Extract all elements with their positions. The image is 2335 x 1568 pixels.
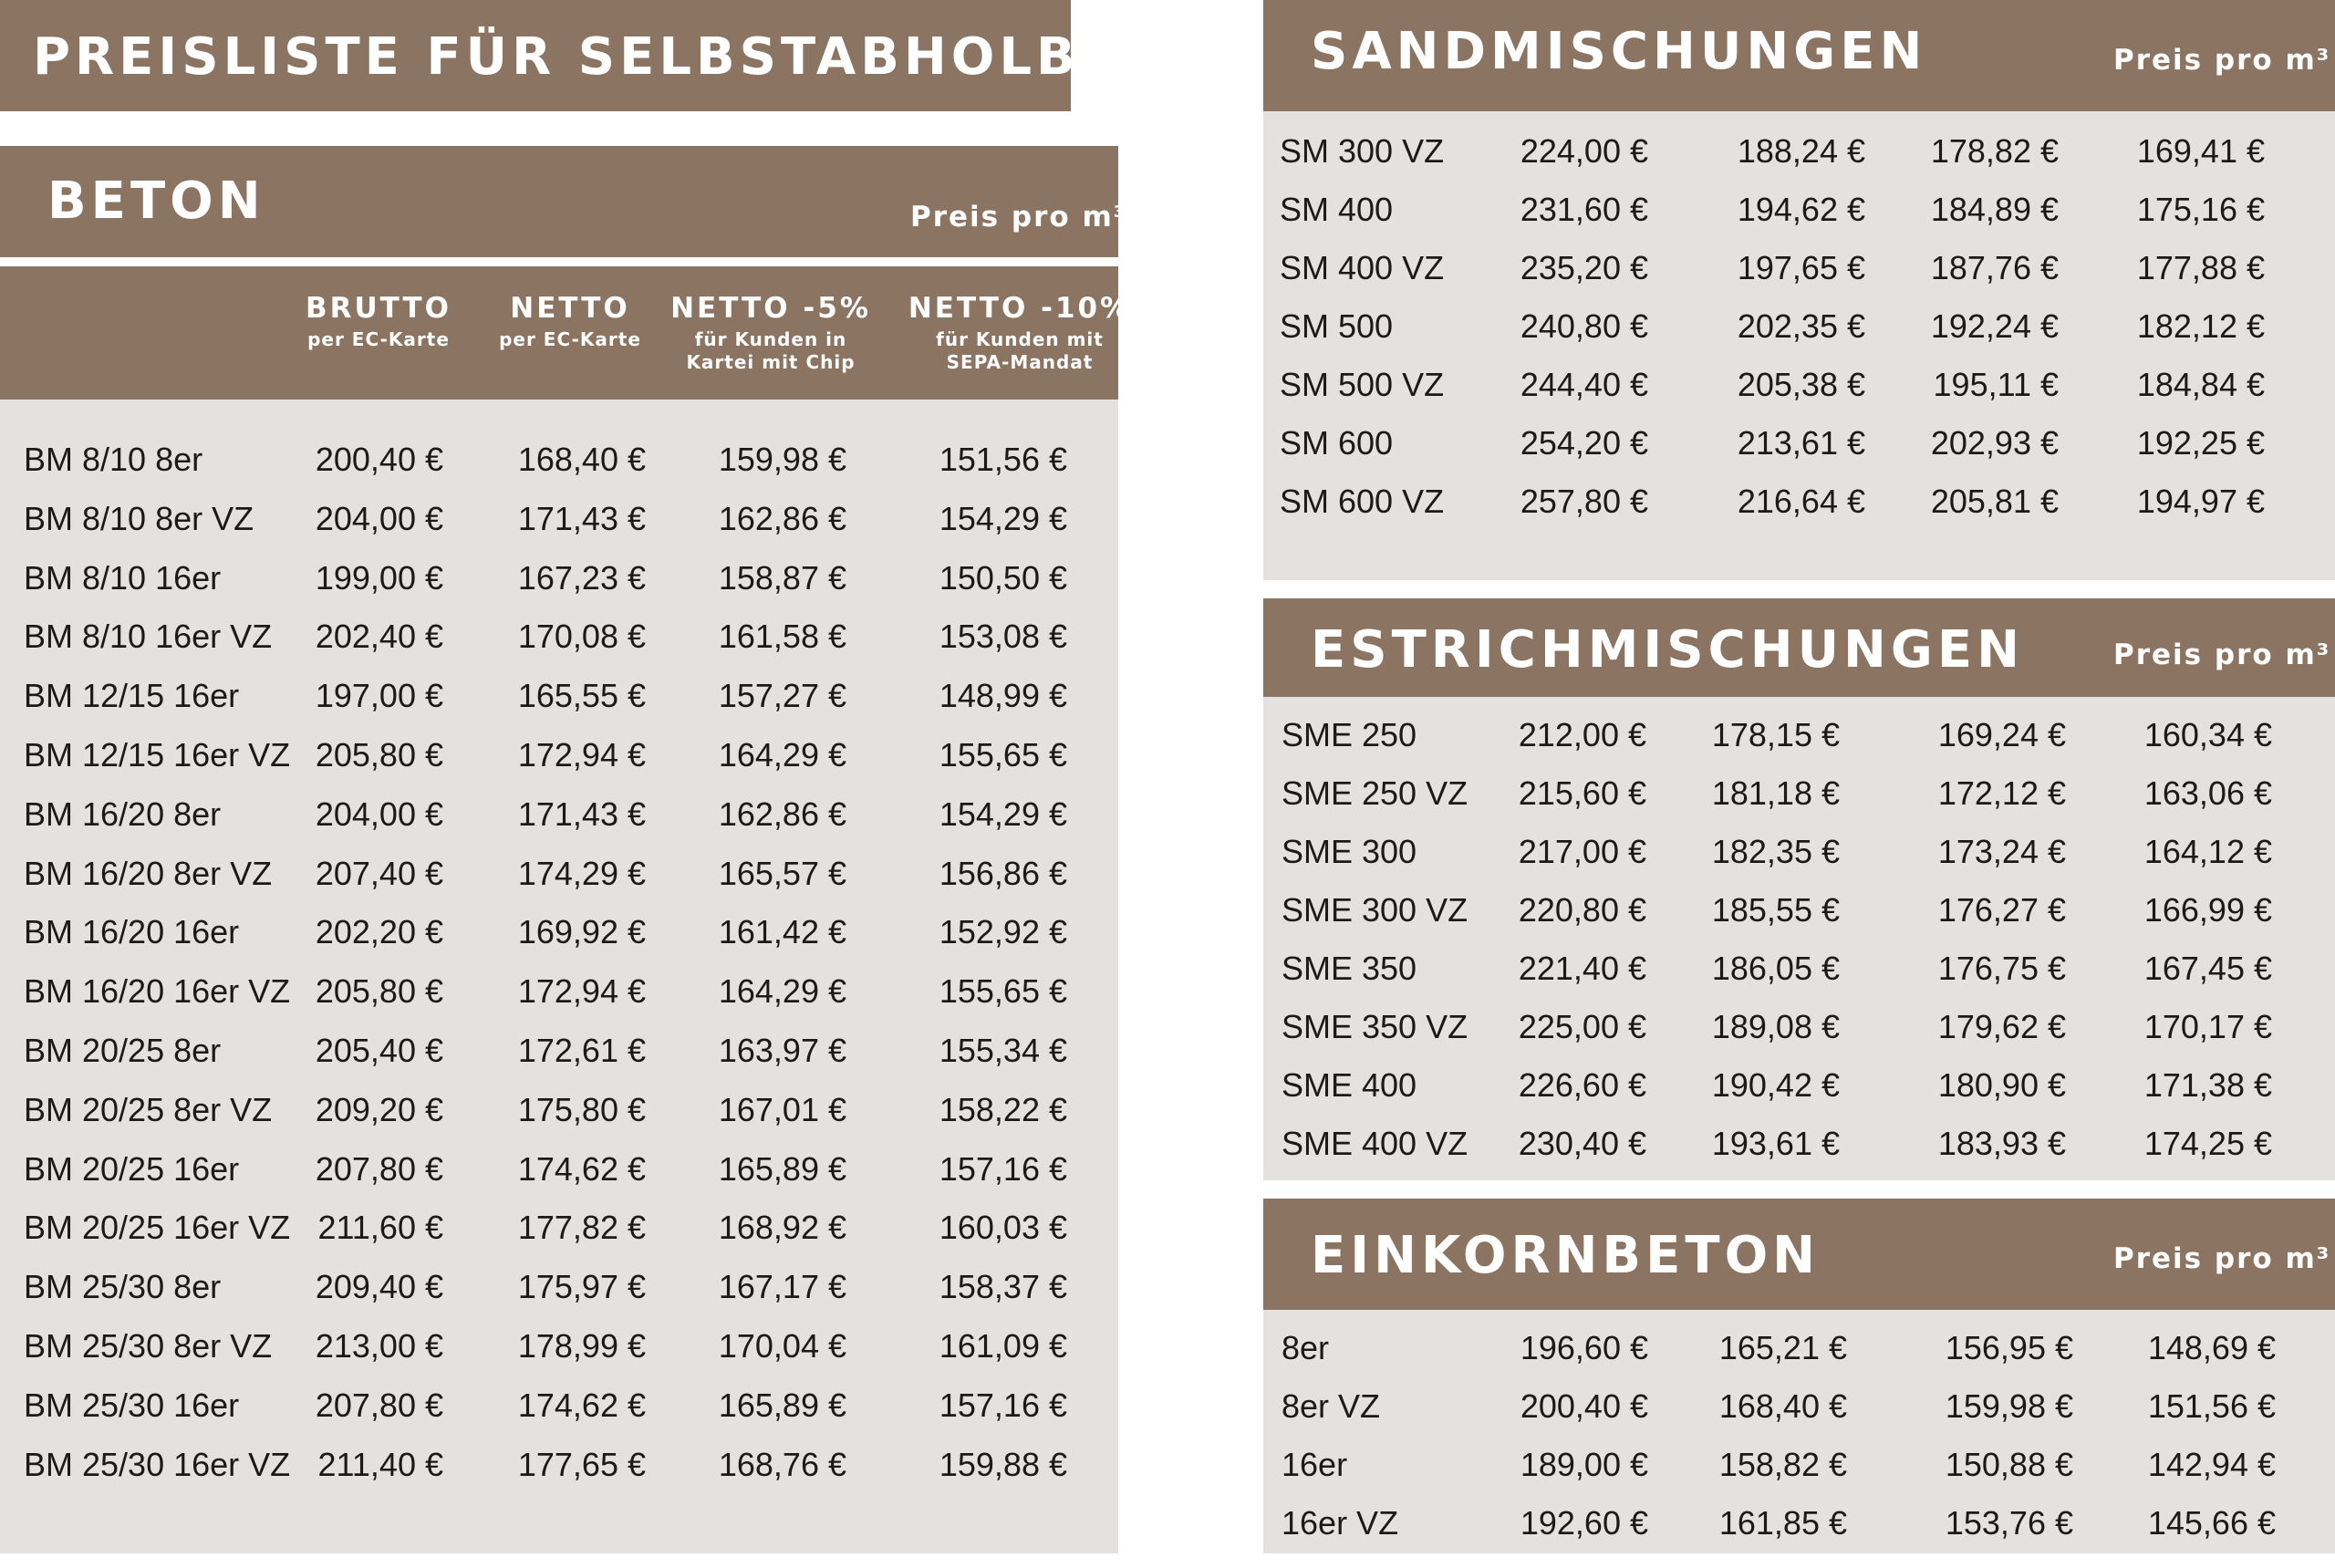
price-cell: 205,80 € [315, 972, 443, 1011]
price-cell: 148,69 € [2147, 1329, 2276, 1366]
table-row [1263, 1436, 2335, 1494]
price-cell: 156,86 € [939, 854, 1067, 892]
table-row [1263, 764, 2335, 823]
price-cell: 189,08 € [1711, 1008, 1840, 1045]
price-cell: 193,61 € [1711, 1125, 1840, 1162]
price-cell: 148,99 € [939, 677, 1067, 715]
price-cell: 176,75 € [1937, 950, 2066, 987]
header-netto-10-sub1: für Kunden mit [936, 328, 1104, 350]
price-cell: 171,43 € [517, 499, 646, 537]
header-netto-10-title: NETTO -10% [908, 292, 1132, 325]
price-cell: 211,40 € [317, 1445, 443, 1483]
price-cell: 170,08 € [517, 618, 646, 656]
table-row [1263, 823, 2335, 881]
product-name: 8er VZ [1282, 1387, 1381, 1425]
table-row [1263, 1056, 2335, 1115]
price-cell: 172,94 € [517, 972, 646, 1011]
table-row [0, 845, 1118, 903]
product-name: SM 400 VZ [1280, 249, 1445, 286]
price-cell: 165,57 € [718, 854, 846, 892]
price-cell: 178,99 € [517, 1327, 646, 1365]
price-cell: 171,43 € [517, 794, 646, 833]
product-name: SM 500 [1280, 307, 1394, 345]
price-cell: 154,29 € [939, 794, 1067, 833]
price-cell: 174,62 € [517, 1149, 646, 1188]
price-cell: 205,80 € [315, 736, 443, 774]
price-cell: 205,40 € [315, 1032, 443, 1069]
header-netto-5-sub1: für Kunden in [694, 328, 847, 350]
price-cell: 156,95 € [1945, 1329, 2073, 1366]
beton-header-band [0, 266, 1132, 400]
einkorn-preis-label: Preis pro m³ [2113, 1242, 2331, 1275]
price-cell: 183,93 € [1937, 1125, 2066, 1162]
price-cell: 164,29 € [718, 972, 846, 1011]
price-cell: 200,40 € [315, 441, 443, 478]
price-cell: 178,82 € [1930, 132, 2059, 170]
price-cell: 165,89 € [718, 1149, 846, 1188]
header-netto-5-title: NETTO -5% [670, 292, 871, 325]
product-name: BM 16/20 16er VZ [24, 972, 291, 1011]
price-cell: 160,03 € [939, 1209, 1067, 1247]
price-cell: 186,05 € [1711, 950, 1840, 987]
estrich-preis-label: Preis pro m³ [2113, 639, 2331, 671]
header-brutto [274, 288, 483, 351]
price-cell: 155,34 € [939, 1032, 1067, 1069]
price-cell: 230,40 € [1518, 1125, 1646, 1162]
table-row [1263, 122, 2335, 181]
price-cell: 209,40 € [315, 1268, 443, 1306]
price-cell: 165,89 € [718, 1386, 846, 1424]
table-row [1263, 1494, 2335, 1552]
header-netto [465, 288, 675, 351]
price-cell: 172,94 € [517, 736, 646, 774]
price-cell: 163,97 € [718, 1032, 846, 1069]
product-name: 16er [1282, 1446, 1348, 1483]
price-cell: 205,81 € [1930, 483, 2059, 520]
product-name: SM 400 [1280, 191, 1394, 228]
price-cell: 165,21 € [1718, 1329, 1847, 1366]
estrich-title: ESTRICHMISCHUNGEN [1311, 620, 2024, 680]
price-cell: 211,60 € [317, 1209, 443, 1247]
price-cell: 221,40 € [1518, 950, 1646, 987]
table-row [0, 1317, 1118, 1376]
price-cell: 177,82 € [517, 1209, 646, 1247]
price-cell: 171,38 € [2143, 1066, 2272, 1104]
einkorn-title-band [1263, 1199, 2335, 1310]
price-cell: 197,00 € [315, 677, 443, 715]
beton-preis-label: Preis pro m³ [910, 201, 1128, 234]
price-cell: 202,35 € [1737, 307, 1865, 345]
price-cell: 209,20 € [315, 1090, 443, 1128]
price-cell: 172,61 € [517, 1032, 646, 1069]
price-cell: 231,60 € [1520, 191, 1648, 228]
table-row [1263, 881, 2335, 940]
price-cell: 202,93 € [1930, 424, 2059, 462]
table-row [1263, 356, 2335, 414]
price-cell: 181,18 € [1711, 774, 1840, 812]
price-cell: 169,41 € [2136, 132, 2265, 170]
product-name: BM 16/20 8er VZ [24, 854, 273, 892]
price-cell: 159,98 € [1945, 1387, 2073, 1425]
product-name: SME 350 [1282, 950, 1417, 987]
table-row [1263, 706, 2335, 764]
price-cell: 170,17 € [2143, 1008, 2272, 1045]
table-row [1263, 472, 2335, 531]
product-name: BM 25/30 8er VZ [24, 1327, 273, 1365]
beton-table [0, 400, 1118, 1553]
price-cell: 167,17 € [718, 1268, 846, 1306]
table-row [1263, 414, 2335, 472]
table-row [0, 431, 1118, 489]
product-name: 16er VZ [1282, 1504, 1399, 1542]
price-cell: 157,16 € [939, 1386, 1067, 1424]
price-cell: 188,24 € [1737, 132, 1865, 170]
product-name: BM 8/10 16er VZ [24, 618, 273, 656]
price-cell: 179,62 € [1937, 1008, 2066, 1045]
price-cell: 164,29 € [718, 736, 846, 774]
product-name: BM 25/30 16er [24, 1386, 240, 1424]
price-cell: 154,29 € [939, 499, 1067, 537]
price-cell: 189,00 € [1520, 1446, 1648, 1483]
price-cell: 164,12 € [2143, 833, 2272, 870]
price-cell: 257,80 € [1520, 483, 1648, 520]
price-cell: 163,06 € [2143, 774, 2272, 812]
table-row [0, 785, 1118, 844]
price-cell: 160,34 € [2143, 716, 2272, 753]
price-cell: 161,09 € [939, 1327, 1067, 1365]
price-cell: 225,00 € [1518, 1008, 1646, 1045]
table-row [1263, 998, 2335, 1056]
price-cell: 145,66 € [2147, 1504, 2276, 1542]
price-cell: 204,00 € [315, 499, 443, 537]
price-cell: 207,40 € [315, 854, 443, 892]
table-row [1263, 1115, 2335, 1173]
price-cell: 172,12 € [1937, 774, 2066, 812]
price-cell: 212,00 € [1518, 716, 1646, 753]
product-name: BM 16/20 16er [24, 913, 240, 951]
product-name: SME 300 [1282, 833, 1417, 870]
price-cell: 158,87 € [718, 558, 846, 597]
price-cell: 184,84 € [2136, 366, 2265, 403]
table-row [1263, 1377, 2335, 1436]
price-cell: 180,90 € [1937, 1066, 2066, 1104]
price-cell: 175,97 € [517, 1268, 646, 1306]
price-cell: 213,00 € [315, 1327, 443, 1365]
price-cell: 182,12 € [2136, 307, 2265, 345]
product-name: SM 600 [1280, 424, 1394, 462]
price-cell: 224,00 € [1520, 132, 1648, 170]
price-cell: 173,24 € [1937, 833, 2066, 870]
product-name: BM 20/25 8er VZ [24, 1090, 273, 1128]
price-cell: 235,20 € [1520, 249, 1648, 286]
price-cell: 174,29 € [517, 854, 646, 892]
price-cell: 168,76 € [718, 1445, 846, 1483]
price-cell: 195,11 € [1933, 366, 2059, 403]
price-cell: 161,85 € [1718, 1504, 1847, 1542]
product-name: BM 25/30 16er VZ [24, 1445, 291, 1483]
price-cell: 155,65 € [939, 736, 1067, 774]
product-name: 8er [1282, 1329, 1330, 1366]
header-netto-5 [657, 288, 885, 374]
table-row [0, 549, 1118, 607]
price-cell: 152,92 € [939, 913, 1067, 951]
price-cell: 220,80 € [1518, 891, 1646, 929]
price-cell: 200,40 € [1520, 1387, 1648, 1425]
price-cell: 158,37 € [939, 1268, 1067, 1306]
price-cell: 166,99 € [2143, 891, 2272, 929]
price-cell: 178,15 € [1711, 716, 1840, 753]
table-row [0, 962, 1118, 1021]
price-cell: 254,20 € [1520, 424, 1648, 462]
price-cell: 204,00 € [315, 794, 443, 833]
table-row [0, 1258, 1118, 1316]
table-row [0, 1376, 1118, 1435]
product-name: BM 8/10 8er [24, 441, 203, 478]
price-cell: 240,80 € [1520, 307, 1648, 345]
table-row [0, 667, 1118, 725]
price-cell: 175,80 € [517, 1090, 646, 1128]
price-cell: 167,01 € [718, 1090, 846, 1128]
product-name: BM 20/25 8er [24, 1032, 222, 1069]
table-row [1263, 181, 2335, 239]
price-cell: 169,92 € [517, 913, 646, 951]
beton-title: BETON [47, 171, 265, 231]
price-cell: 169,24 € [1937, 716, 2066, 753]
price-cell: 194,62 € [1737, 191, 1865, 228]
product-name: BM 20/25 16er [24, 1149, 240, 1188]
header-netto-10 [903, 288, 1136, 374]
price-cell: 207,80 € [315, 1386, 443, 1424]
product-name: SM 500 VZ [1280, 366, 1445, 403]
table-row [0, 1140, 1118, 1199]
price-cell: 168,40 € [1718, 1387, 1847, 1425]
price-cell: 159,88 € [939, 1445, 1067, 1483]
einkorn-table [1263, 1310, 2335, 1553]
table-row [1263, 239, 2335, 297]
price-cell: 176,27 € [1937, 891, 2066, 929]
price-cell: 151,56 € [939, 441, 1067, 478]
price-cell: 192,60 € [1520, 1504, 1648, 1542]
table-row [1263, 940, 2335, 998]
price-cell: 177,65 € [517, 1445, 646, 1483]
price-cell: 153,76 € [1945, 1504, 2073, 1542]
table-row [1263, 1319, 2335, 1377]
price-cell: 165,55 € [517, 677, 646, 715]
table-row [0, 903, 1118, 961]
price-cell: 217,00 € [1518, 833, 1646, 870]
table-row [0, 1199, 1118, 1257]
price-cell: 175,16 € [2136, 191, 2265, 228]
product-name: SME 400 VZ [1282, 1125, 1468, 1162]
einkorn-title: EINKORNBETON [1311, 1226, 1821, 1285]
sand-title-band [1263, 0, 2335, 111]
price-cell: 158,22 € [939, 1090, 1067, 1128]
product-name: SME 300 VZ [1282, 891, 1468, 929]
price-cell: 184,89 € [1930, 191, 2059, 228]
price-cell: 157,16 € [939, 1149, 1067, 1188]
sand-title: SANDMISCHUNGEN [1311, 22, 1927, 81]
price-cell: 213,61 € [1737, 424, 1865, 462]
header-brutto-sub: per EC-Karte [307, 328, 450, 350]
page-title: PREISLISTE FÜR SELBSTABHOLBER [33, 27, 1164, 87]
price-cell: 216,64 € [1737, 483, 1865, 520]
product-name: BM 20/25 16er VZ [24, 1209, 291, 1247]
title-band [0, 0, 1164, 111]
price-cell: 162,86 € [718, 794, 846, 833]
price-cell: 205,38 € [1737, 366, 1865, 403]
price-cell: 167,23 € [517, 558, 646, 597]
product-name: SME 250 [1282, 716, 1417, 753]
sand-table [1263, 111, 2335, 580]
product-name: BM 8/10 8er VZ [24, 499, 254, 537]
table-row [0, 1081, 1118, 1139]
estrich-title-band [1263, 598, 2335, 697]
price-cell: 199,00 € [315, 558, 443, 597]
product-name: SME 350 VZ [1282, 1008, 1468, 1045]
table-row [0, 490, 1118, 548]
price-cell: 153,08 € [939, 618, 1067, 656]
product-name: SM 300 VZ [1280, 132, 1445, 170]
product-name: SM 600 VZ [1280, 483, 1445, 520]
table-row [0, 607, 1118, 666]
price-cell: 150,88 € [1945, 1446, 2073, 1483]
sand-preis-label: Preis pro m³ [2113, 44, 2331, 77]
product-name: BM 12/15 16er VZ [24, 736, 291, 774]
price-cell: 161,42 € [718, 913, 846, 951]
price-cell: 177,88 € [2136, 249, 2265, 286]
price-cell: 151,56 € [2147, 1387, 2276, 1425]
product-name: BM 8/10 16er [24, 558, 222, 597]
price-cell: 158,82 € [1718, 1446, 1847, 1483]
price-cell: 174,62 € [517, 1386, 646, 1424]
price-cell: 157,27 € [718, 677, 846, 715]
price-cell: 192,25 € [2136, 424, 2265, 462]
table-row [0, 726, 1118, 784]
price-cell: 196,60 € [1520, 1329, 1648, 1366]
price-cell: 187,76 € [1930, 249, 2059, 286]
header-netto-sub: per EC-Karte [499, 328, 641, 350]
price-cell: 202,20 € [315, 913, 443, 951]
price-cell: 202,40 € [315, 618, 443, 656]
product-name: BM 16/20 8er [24, 794, 222, 833]
header-netto-5-sub2: Kartei mit Chip [686, 351, 856, 373]
price-cell: 226,60 € [1518, 1066, 1646, 1104]
price-cell: 244,40 € [1520, 366, 1648, 403]
price-cell: 190,42 € [1711, 1066, 1840, 1104]
price-cell: 215,60 € [1518, 774, 1646, 812]
price-cell: 192,24 € [1930, 307, 2059, 345]
price-cell: 150,50 € [939, 558, 1067, 597]
price-cell: 159,98 € [718, 441, 846, 478]
price-cell: 162,86 € [718, 499, 846, 537]
price-cell: 170,04 € [718, 1327, 846, 1365]
price-cell: 182,35 € [1711, 833, 1840, 870]
price-cell: 194,97 € [2136, 483, 2265, 520]
table-row [1263, 297, 2335, 356]
price-cell: 174,25 € [2143, 1125, 2272, 1162]
price-cell: 155,65 € [939, 972, 1067, 1011]
price-cell: 142,94 € [2147, 1446, 2276, 1483]
price-cell: 161,58 € [718, 618, 846, 656]
product-name: SME 250 VZ [1282, 774, 1468, 812]
product-name: SME 400 [1282, 1066, 1417, 1104]
price-cell: 185,55 € [1711, 891, 1840, 929]
price-cell: 207,80 € [315, 1149, 443, 1188]
header-netto-title: NETTO [510, 292, 630, 325]
price-cell: 167,45 € [2143, 950, 2272, 987]
price-cell: 168,40 € [517, 441, 646, 478]
estrich-table [1263, 697, 2335, 1180]
header-brutto-title: BRUTTO [305, 292, 452, 325]
price-cell: 168,92 € [718, 1209, 846, 1247]
table-row [0, 1436, 1118, 1494]
price-cell: 197,65 € [1737, 249, 1865, 286]
table-row [0, 1022, 1118, 1080]
product-name: BM 12/15 16er [24, 677, 240, 715]
product-name: BM 25/30 8er [24, 1268, 222, 1306]
beton-title-band [0, 146, 1128, 257]
header-netto-10-sub2: SEPA-Mandat [946, 351, 1094, 373]
